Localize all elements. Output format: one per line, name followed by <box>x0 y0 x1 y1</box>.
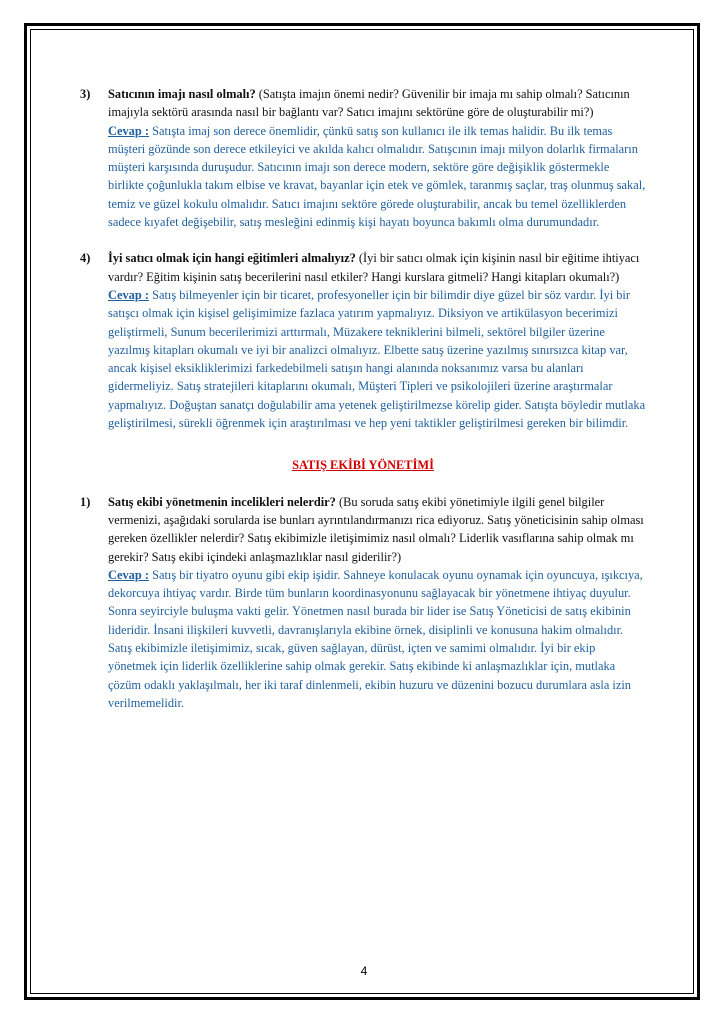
document-body <box>80 85 646 730</box>
question-3 <box>80 85 646 231</box>
answer-label: Cevap : <box>108 287 149 302</box>
question-number: 1) <box>80 494 91 509</box>
question-number: 4) <box>80 251 91 266</box>
question-title: İyi satıcı olmak için hangi eğitimleri almalıyız? <box>108 251 356 266</box>
answer-text: Satış bilmeyenler için bir ticaret, profesyoneller için bir bilimdir diye güzel bir söz vardır. İyi bir satışcı olmak için kişisel gelişimimize fazlaca yatırım yapmalıyız. Diksiyon ve artikülasyon becerimizi geliştirmeli, Sunum becerilerimizi arttırmalı, Müzakere tekniklerini bilmeli, sektörel bilgiler üzerine yazılmış kitapları okumalı ve iyi bir analizci olmalıyız. Elbette satış üzerine yazılmış sınırsızca kitap var, ancak kişisel eksikliklerimizi farkedebilmeli satışın hangi alanında noksanımız varsa bu alanları gidermeliyiz. Satış stratejileri kitaplarını okumalı, Müşteri Tipleri ve psikolojileri üzerine araştırmalar yapmalıyız. Doğuştan sanatçı doğulabilir ama yetenek geliştirilmezse körelip gider. Satışta böyledir mutlaka geliştirilmesi, sürekli öğrenmek için araştırılması ve hep yeni taktikler geliştirilmesi gereken bir bilimdir. <box>108 287 646 431</box>
question-title: Satıcının imajı nasıl olmalı? <box>108 87 256 101</box>
question-prompt: (Bu soruda satış ekibi yönetimiyle ilgili genel bilgiler vermenizi, aşağıdaki sorularda ise bunları ayrıntılandırmanızı rica ediyoruz. Satış yöneticisinin sahip olması gereken özellikler nelerdir? Satış ekibimizle iletişimimiz nasıl olmalı? Liderlik vasıflarına sahip olmak mı gerekir? Satış ekibi içindeki anlaşmazlıklar nasıl giderilir?) <box>108 494 644 564</box>
section-title: SATIŞ EKİBİ YÖNETİMİ <box>292 458 434 473</box>
answer-label: Cevap : <box>108 123 149 138</box>
question-prompt: (İyi bir satıcı olmak için kişinin nasıl bir eğitime ihtiyacı vardır? Eğitim kişinin satış becerilerini nasıl etkiler? Hangi kurslara gitmeli? Hangi kitapları okumalı?) <box>108 251 640 284</box>
question-prompt: (Satışta imajın önemi nedir? Güvenilir bir imaja mı sahip olmalı? Satıcının imajıyla sektörü arasında nasıl bir bağlantı var? Satıcı imajını sektörüne göre de oluşturabilir mi?) <box>108 87 630 120</box>
question-title: Satış ekibi yönetmenin incelikleri nelerdir? <box>108 494 336 509</box>
question-4 <box>80 249 646 432</box>
answer-text: Satışta imaj son derece önemlidir, çünkü satış son kullanıcı ile ilk temas halidir. Bu ilk temas müşteri gözünde son derece etkileyici ve akılda kalıcı olmalıdır. Satışcının imajı milyon dolarlık firmaların müşteri karşısında duruşudur. Satıcının imajı son derece modern, sektöre göre değişiklik göstermekle birlikte çoğunlukla takım elbise ve kravat, bayanlar için etek ve gömlek, taranmış saçlar, traş olunmuş sakal, temiz ve güzel kokulu olmalıdır. Satıcı imajını sektöre görede oluşturabilir, ancak bu temel özelliklerden sadece kıyafet değişebilir, satış mesleğini edinmiş kişi hayatı boyunca bakımlı olma durumundadır. <box>108 123 646 230</box>
answer-label: Cevap : <box>108 567 149 582</box>
question-1 <box>80 493 646 713</box>
page-number: 4 <box>360 964 368 978</box>
answer-text: Satış bir tiyatro oyunu gibi ekip işidir. Sahneye konulacak oyunu oynamak için oyuncuya, ışıkcıya, dekorcuya ihtiyaç vardır. Birde tüm bunların koordinasyonunu sağlayacak bir yönetmene ihtiyaç duyulur. Sonra seyirciyle buluşma vakti gelir. Yönetmen nasıl burada bir lider ise Satış Yöneticisi de satış ekibinin lideridir. İnsani ilişkileri kuvvetli, davranışlarıyla ekibine örnek, disiplinli ve konusuna hakim olmalıdır. Satış ekibimizle iletişimimiz, sıcak, güven sağlayan, dürüst, içten ve samimi olmalıdır. İyi bir ekip yönetmek için liderlik özelliklerine sahip olmak gerekir. Satış ekibinde ki anlaşmazlıklar için, mutlaka çözüm odaklı yaklaşılmalı, her iki taraf dinlenmeli, ekibin huzuru ve düzenini bozucu durumlara asla izin verilmemelidir. <box>108 567 643 710</box>
question-number: 3) <box>80 87 91 101</box>
